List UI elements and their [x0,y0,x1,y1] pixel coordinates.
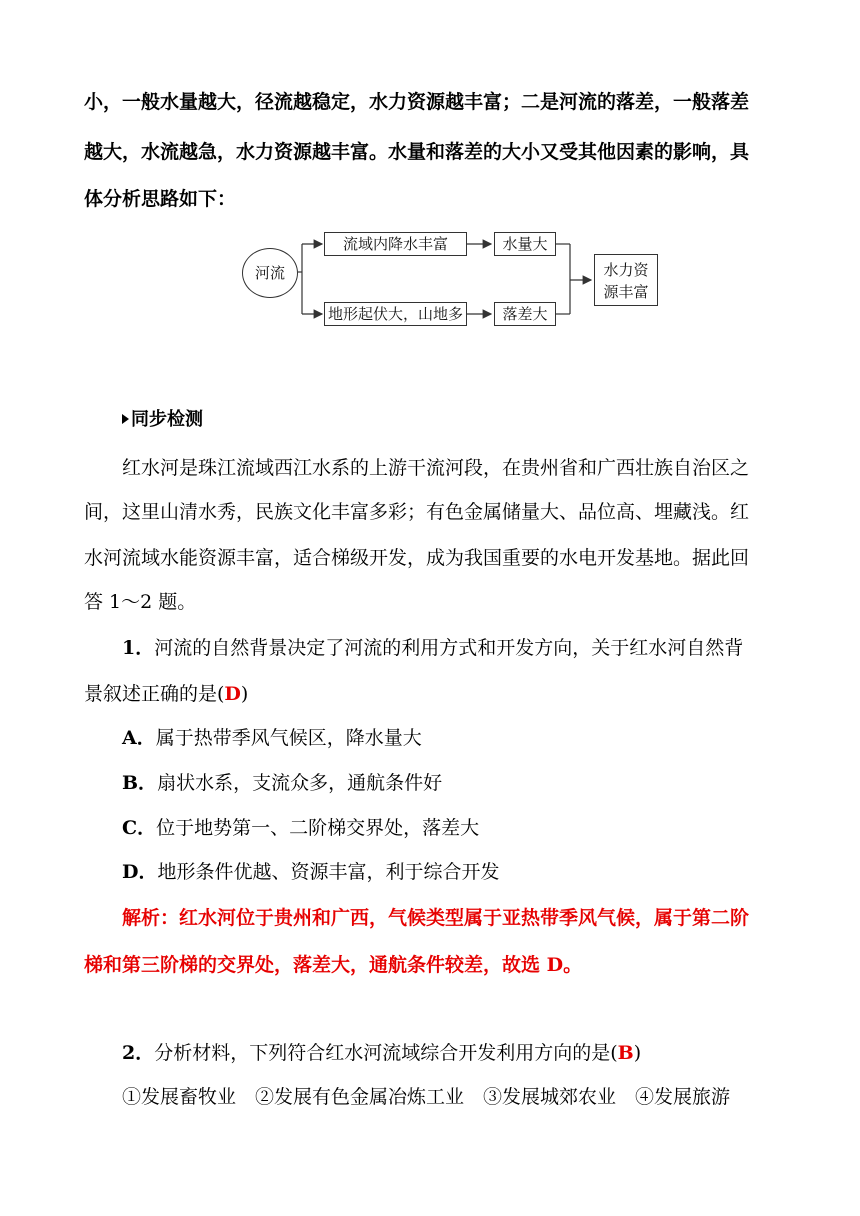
intro-line-2: 越大，水流越急，水力资源越丰富。水量和落差的大小又受其他因素的影响，具 [84,141,750,163]
q2-items: ①发展畜牧业 ②发展有色金属冶炼工业 ③发展城郊农业 ④发展旅游 [122,1086,731,1108]
node-precipitation: 流域内降水丰富 [324,232,467,256]
intro-line-3: 体分析思路如下： [84,188,237,210]
q2-stem: 分析材料，下列符合红水河流域综合开发利用方向的是( [154,1042,618,1064]
node-terrain: 地形起伏大，山地多 [324,302,467,326]
q1-option-c [122,816,479,840]
section-title [122,408,203,432]
section-title-text: 同步检测 [131,409,203,430]
q1-option-a [122,726,422,750]
node-hydropower-line1: 水力资 [603,261,649,279]
node-water-volume: 水量大 [494,232,556,256]
option-text: 地形条件优越、资源丰富，利于综合开发 [157,861,500,883]
q1-stem-1: 河流的自然背景决定了河流的利用方式和开发方向，关于红水河自然背 [154,637,744,659]
q2-line-1 [122,1041,641,1065]
analysis-label: 解析： [122,907,180,929]
q1-line-1 [122,636,743,660]
node-river: 河流 [242,248,298,298]
node-drop: 落差大 [494,302,556,326]
q2-close: ) [633,1042,642,1064]
option-letter: C． [122,817,157,839]
q1-analysis-line-2: 梯和第三阶梯的交界处，落差大，通航条件较差，故选 D。 [84,954,583,976]
passage-line-4: 答 1～2 题。 [84,591,197,613]
q2-answer: B [617,1042,634,1064]
intro-line-1: 小，一般水量越大，径流越稳定，水力资源越丰富；二是河流的落差，一般落差 [84,91,750,113]
option-letter: A． [122,727,156,749]
node-hydropower [594,254,658,306]
q1-line-2 [84,682,248,706]
node-hydropower-line2: 源丰富 [603,283,649,301]
analysis-text-1: 红水河位于贵州和广西，气候类型属于亚热带季风气候，属于第二阶 [179,907,750,929]
flow-diagram [240,228,680,336]
option-letter: D． [122,861,158,883]
option-letter: B． [122,772,158,794]
q1-option-b [122,771,442,795]
passage-line-2: 间，这里山清水秀，民族文化丰富多彩；有色金属储量大、品位高、埋藏浅。红 [84,501,750,523]
q2-number: 2． [122,1042,155,1064]
q1-stem-2: 景叙述正确的是( [84,683,225,705]
option-text: 扇状水系，支流众多，通航条件好 [157,772,443,794]
triangle-bullet-icon [122,414,129,424]
q1-answer: D [224,683,241,705]
passage-line-3: 水河流域水能资源丰富，适合梯级开发，成为我国重要的水电开发基地。据此回 [84,547,750,569]
option-text: 属于热带季风气候区，降水量大 [155,727,422,749]
passage-line-1: 红水河是珠江流域西江水系的上游干流河段，在贵州省和广西壮族自治区之 [122,457,750,479]
q1-number: 1． [122,637,155,659]
q1-close: ) [240,683,249,705]
q1-analysis-line-1 [122,906,749,930]
option-text: 位于地势第一、二阶梯交界处，落差大 [156,817,480,839]
q1-option-d [122,860,500,884]
